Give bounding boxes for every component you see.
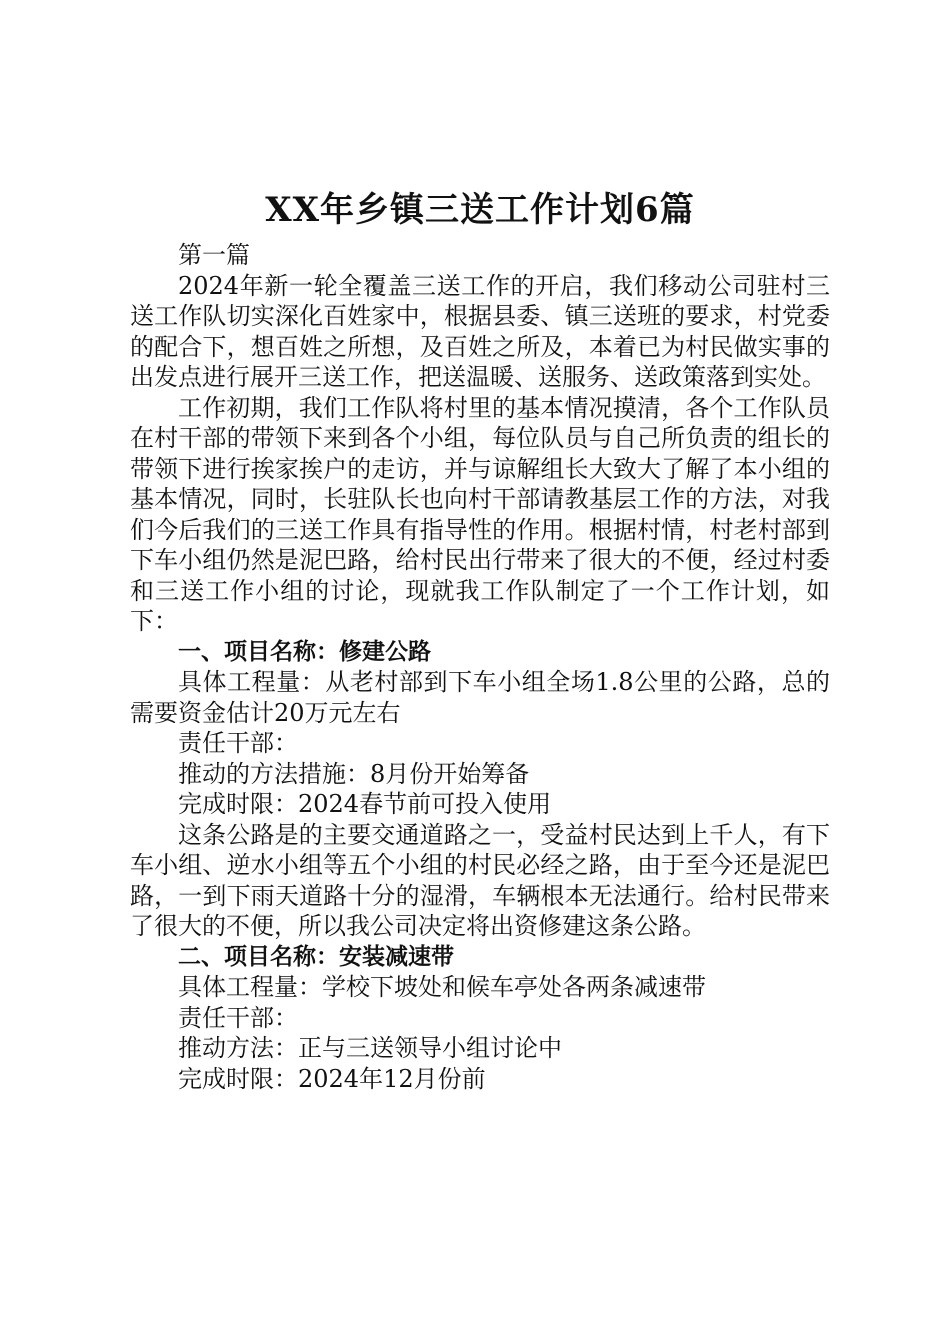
project2-heading: 二、项目名称：安装减速带: [178, 943, 454, 970]
project1-method: 推动的方法措施：8月份开始筹备: [178, 759, 530, 788]
project1-deadline: 完成时限：2024春节前可投入使用: [178, 790, 552, 818]
project1-quantity: 具体工程量：从老村部到下车小组全场1.8公里的公路，总的需要资金估计20万元左右: [130, 668, 830, 727]
project1-heading: 一、项目名称：修建公路: [178, 638, 431, 665]
project1-cadre: 责任干部：: [178, 729, 298, 757]
project2-deadline: 完成时限：2024年12月份前: [178, 1064, 486, 1093]
project2-quantity: 具体工程量：学校下坡处和候车亭处各两条减速带: [178, 973, 706, 1001]
project1-description: 这条公路是的主要交通道路之一，受益村民达到上千人，有下车小组、逆水小组等五个小组的村民必经之路，由于至今还是泥巴路，一到下雨天道路十分的湿滑，车辆根本无法通行。给村民带来了很大的不便，所以我公司决定将出资修建这条公路。: [130, 820, 830, 940]
project2-method: 推动方法：正与三送领导小组讨论中: [178, 1034, 562, 1062]
project2-cadre: 责任干部：: [178, 1003, 298, 1032]
document-page: [130, 180, 830, 1094]
paragraph-initial-work: 工作初期，我们工作队将村里的基本情况摸清，各个工作队员在村干部的带领下来到各个小组，每位队员与自己所负责的组长的带领下进行挨家挨户的走访，并与谅解组长大致大了解了本小组的基本情况，同时，长驻队长也向村干部请教基层工作的方法，对我们今后我们的三送工作具有指导性的作用。根据村情，村老村部到下车小组仍然是泥巴路，给村民出行带来了很大的不便，经过村委和三送工作小组的讨论，现就我工作队制定了一个工作计划，如下：: [130, 393, 830, 635]
paragraph-intro: 2024年新一轮全覆盖三送工作的开启，我们移动公司驻村三送工作队切实深化百姓家中，根据县委、镇三送班的要求，村党委的配合下，想百姓之所想，及百姓之所及，本着已为村民做实事的出发点进行展开三送工作，把送温暖、送服务、送政策落到实处。: [130, 271, 830, 391]
document-title: XX年乡镇三送工作计划6篇: [265, 190, 695, 230]
section-label: 第一篇: [178, 241, 250, 269]
